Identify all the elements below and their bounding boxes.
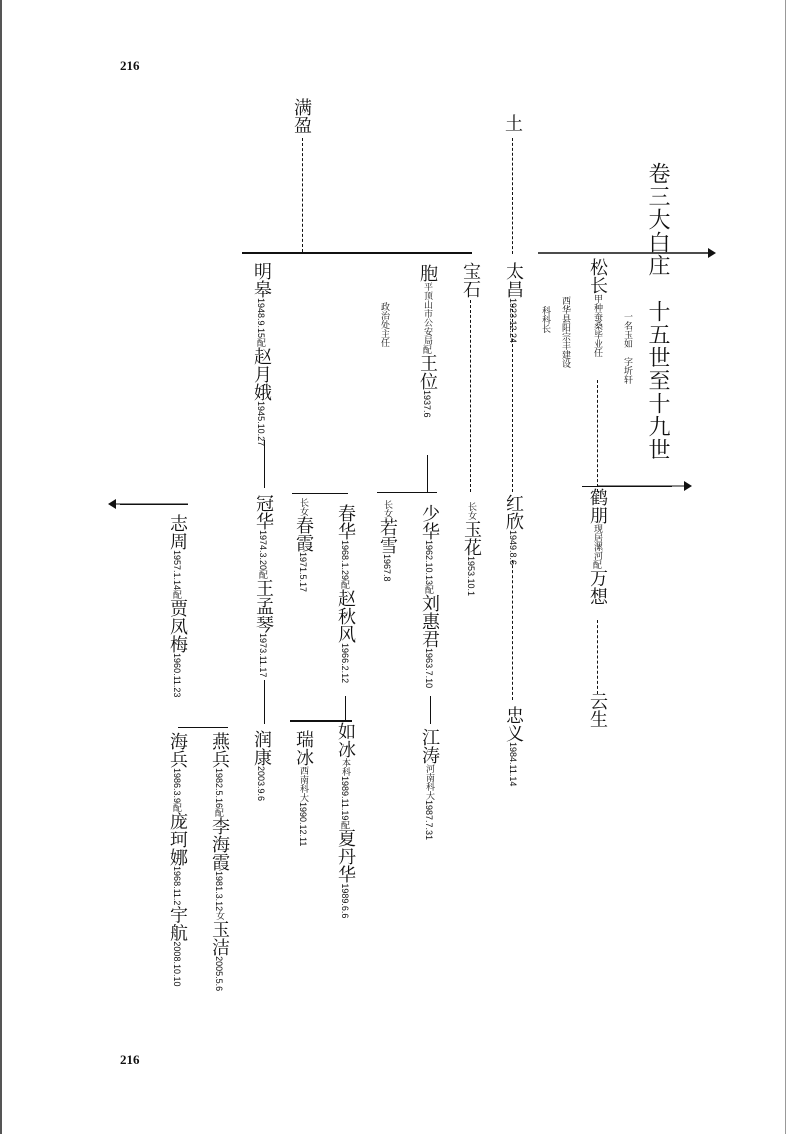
date-runkang: 2003.9.6: [256, 766, 266, 802]
date-guanhua: 1974.3.20: [258, 530, 268, 571]
note-rubing: 本科: [340, 758, 350, 776]
date-yuhang: 2008.10.10: [172, 941, 182, 987]
date-haibing: 1986.3.9: [172, 768, 182, 804]
date-ruoxue: 1967.8: [382, 554, 392, 582]
name-haibing: 海兵: [167, 732, 188, 768]
prefix-yujie: 女: [214, 911, 224, 921]
date-rubing: 1989.11.19: [340, 776, 350, 821]
link-chunhua-wife: [345, 696, 346, 720]
pei-mingao: 配: [256, 338, 266, 348]
date-zhizhou: 1957.1.14: [172, 550, 182, 591]
entry-jiangtao: [420, 728, 438, 840]
arrow-left: [108, 498, 188, 510]
gen-bar-upper: [242, 252, 472, 254]
date-rubing-wife: 1989.6.6: [340, 883, 350, 919]
entry-zhongyi: [504, 706, 522, 786]
pei-rubing: 配: [340, 820, 350, 830]
note-hepeng: 现居漯河: [592, 524, 602, 560]
date-hongxin: 1949.8.6: [508, 530, 518, 566]
pei-chunhua: 配: [340, 580, 350, 590]
date-pao-wife: 1937.6: [422, 390, 432, 418]
name-manying: 满盈: [291, 98, 312, 134]
entry-ruibing: [294, 730, 312, 846]
prefix-chunxia: 长女: [298, 498, 308, 516]
name-zhizhou: 志周: [167, 514, 188, 550]
date-chunhua-wife: 1966.2.12: [340, 643, 350, 684]
link-manying: [302, 138, 303, 252]
name-zhizhou-wife: 贾凤梅: [167, 599, 188, 654]
pei-hepeng: 配: [592, 560, 602, 569]
entry-pao: [418, 264, 436, 418]
name-yanbing-wife: 李海霞: [209, 817, 230, 872]
name-chunhua-wife: 赵秋风: [335, 589, 356, 644]
date-yanbing-wife: 1981.3.12: [214, 871, 224, 912]
entry-songchang: [588, 258, 606, 357]
entry-guanhua: [254, 494, 272, 677]
link-tu: [512, 138, 513, 254]
date-mingao: 1948.9.15: [256, 298, 266, 339]
note-songchang-2: 西华县阳宗丰建设: [560, 296, 570, 368]
date-shaohua: 1962.10.13: [424, 540, 434, 586]
entry-shaohua: [420, 504, 438, 688]
name-zhongyi: 忠义: [503, 706, 524, 742]
note-jiangtao: 河南科大: [424, 764, 434, 800]
note-pao-2: 政治处主任: [379, 302, 389, 347]
pei-zhizhou: 配: [172, 590, 182, 600]
arrow-right-upper: [538, 247, 716, 259]
date-guanhua-wife: 1973.11.17: [258, 633, 268, 678]
prefix-ruoxue: 长女: [382, 500, 392, 518]
date-yujie: 2005.5.6: [214, 956, 224, 992]
name-songchang: 松长: [587, 258, 608, 294]
date-taichang: 1923.12.24: [508, 298, 518, 344]
name-pao-wife: 王位: [417, 354, 438, 390]
entry-hongxin: [504, 494, 522, 565]
name-guanhua-wife: 王孟琴: [253, 579, 274, 634]
entry-yuhua: [462, 502, 480, 596]
entry-taichang: [504, 262, 522, 343]
name-shaohua-wife: 刘惠君: [419, 594, 440, 649]
pei-yanbing: 配: [214, 808, 224, 818]
entry-yanbing: [210, 732, 228, 991]
page-number-top: 216: [120, 58, 140, 73]
name-ruoxue: 若雪: [377, 518, 398, 554]
pei-haibing: 配: [172, 803, 182, 813]
link-shaohua-wife: [430, 696, 431, 724]
name-rubing: 如冰: [335, 722, 356, 758]
entry-chunhua: [336, 504, 354, 683]
link-baoshi: [470, 300, 471, 492]
name-yuhua: 玉花: [461, 520, 482, 556]
date-chunxia: 1971.5.17: [298, 552, 308, 593]
entry-zhizhou: [168, 514, 186, 697]
entry-ruoxue: [378, 500, 396, 582]
name-chunhua: 春华: [335, 504, 356, 540]
entry-haibing: [168, 732, 186, 986]
name-guanhua: 冠华: [253, 494, 274, 530]
name-haibing-wife: 庞珂娜: [167, 812, 188, 867]
link-mingao-wife: [264, 440, 265, 488]
note-songchang-alias: 一名玉如 字圻轩: [622, 312, 632, 384]
entry-mingao: [252, 262, 270, 446]
link-guanhua-wife: [264, 680, 265, 724]
entry-hepeng: [588, 488, 606, 605]
date-ruibing: 1990.12.11: [298, 802, 308, 847]
note-pao: 平顶山市公安局: [422, 282, 432, 345]
name-ruibing: 瑞冰: [293, 730, 314, 766]
name-yunsheng: 云生: [587, 692, 608, 728]
name-hepeng-wife: 万想: [587, 569, 608, 605]
name-tu: 土: [502, 114, 523, 132]
date-zhizhou-wife: 1960.11.23: [172, 653, 182, 698]
date-shaohua-wife: 1963.7.10: [424, 648, 434, 689]
name-pao: 胞: [417, 264, 438, 282]
date-haibing-wife: 1968.11.2: [172, 866, 182, 906]
prefix-yuhua: 长女: [466, 502, 476, 520]
date-chunhua: 1968.1.29: [340, 540, 350, 581]
name-mingao: 明皋: [251, 262, 272, 298]
note-ruibing: 西南科大: [298, 766, 308, 802]
page-title: 卷三大白庄 十五世至十九世: [645, 162, 670, 461]
date-yuhua: 1953.10.1: [466, 556, 476, 597]
name-mingao-wife: 赵月娥: [251, 347, 272, 402]
name-yujie: 玉洁: [209, 920, 230, 957]
gen-bar-mingao: [292, 493, 348, 494]
name-shaohua: 少华: [419, 504, 440, 540]
note-songchang-3: 科科长: [540, 306, 550, 333]
date-zhongyi: 1984.11.14: [508, 742, 518, 787]
gen-bar-pao: [377, 492, 437, 493]
link-hongxin: [512, 560, 513, 700]
pei-shaohua: 配: [424, 585, 434, 595]
name-yuhang: 宇航: [167, 905, 188, 942]
name-runkang: 润康: [251, 730, 272, 766]
link-hepeng: [597, 620, 598, 694]
date-jiangtao: 1987.7.31: [424, 800, 434, 841]
gen-bar-zhizhou-kids: [178, 727, 228, 728]
pei-guanhua: 配: [258, 570, 268, 580]
name-baoshi: 宝石: [460, 262, 481, 298]
entry-rubing: [336, 722, 354, 918]
name-jiangtao: 江涛: [419, 728, 440, 764]
name-hepeng: 鹤朋: [587, 488, 608, 524]
entry-runkang: [252, 730, 270, 801]
page-number-bottom: 216: [120, 1052, 140, 1067]
name-hongxin: 红欣: [503, 494, 524, 530]
entry-chunxia: [294, 498, 312, 592]
name-taichang: 太昌: [503, 262, 524, 298]
name-rubing-wife: 夏丹华: [335, 829, 356, 884]
note-songchang: 甲种蚕桑毕业任: [592, 294, 602, 357]
arrow-right-lower: [598, 480, 692, 492]
date-mingao-wife: 1945.10.27: [256, 401, 266, 447]
page-left-edge: [0, 0, 2, 1134]
date-yanbing: 1982.5.16: [214, 768, 224, 809]
name-yanbing: 燕兵: [209, 732, 230, 768]
link-songchang: [597, 380, 598, 492]
link-pao-wife: [427, 455, 428, 492]
pei-pao: 配: [422, 345, 432, 354]
name-chunxia: 春霞: [293, 516, 314, 552]
